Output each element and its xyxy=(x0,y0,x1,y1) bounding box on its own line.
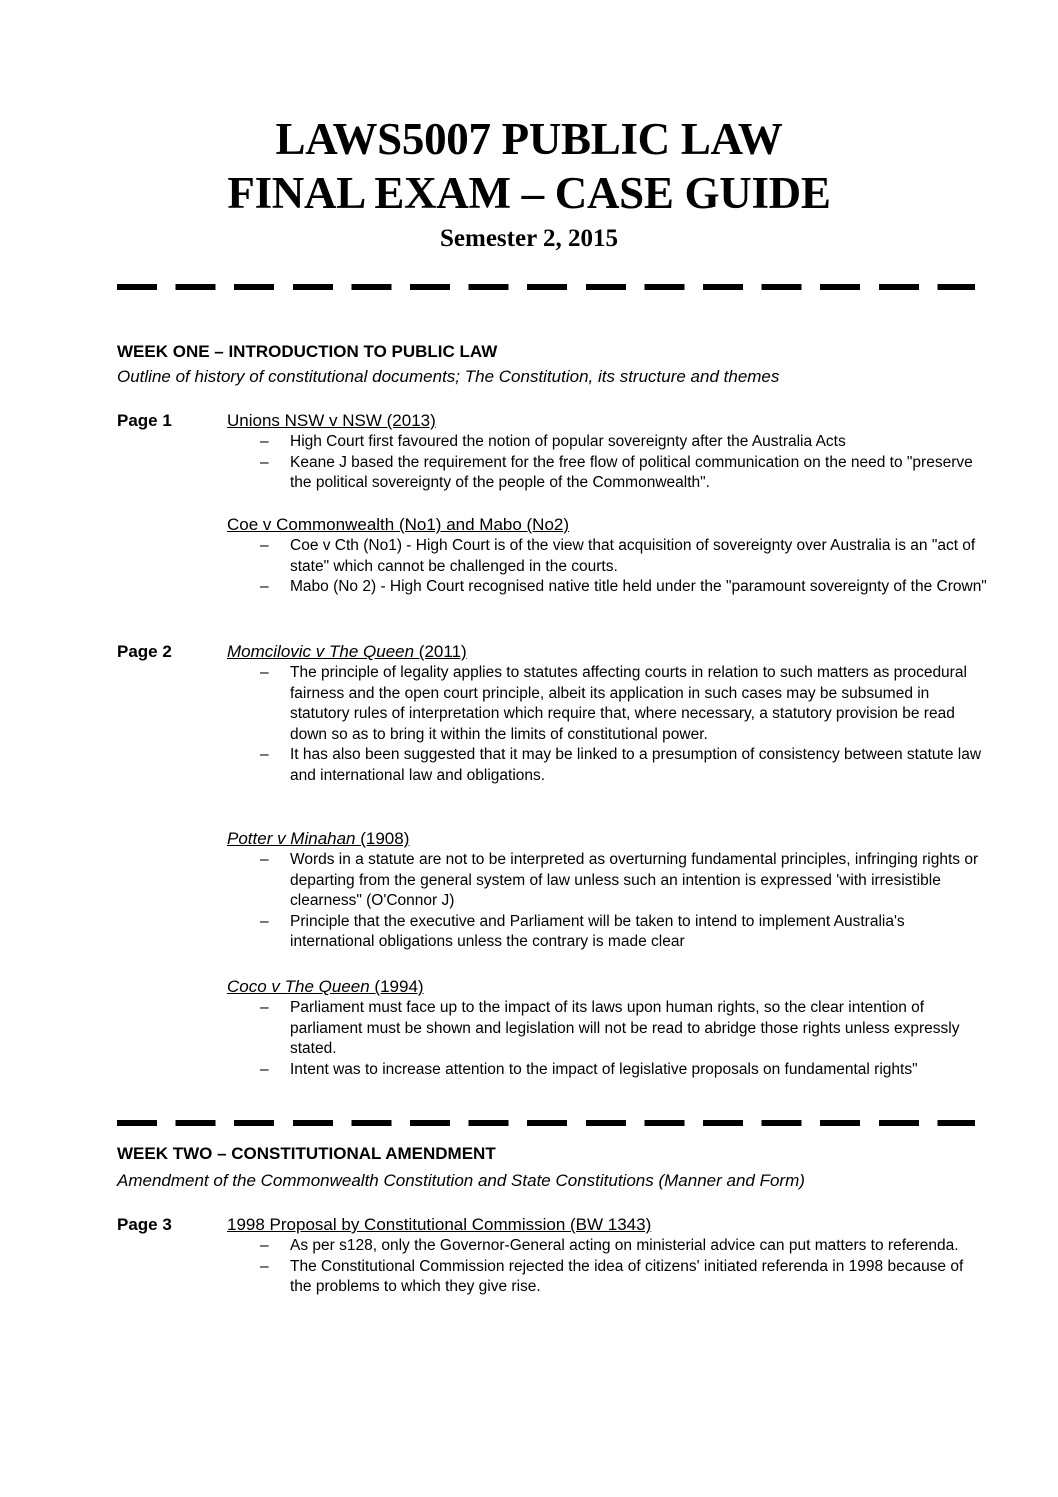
bullet-point: – Coe v Cth (No1) - High Court is of the view that acquisition of sovereignty over Australia is an "act of state" which cannot be challenged in the courts. xyxy=(227,536,987,577)
case-bullets-unions-nsw xyxy=(227,432,987,494)
dashed-divider xyxy=(117,284,975,290)
bullet-point: – The principle of legality applies to statutes affecting courts in relation to such matters as procedural fairness and the open court principle, albeit its application in such cases may be subsumed in statutory rules of interpretation which require that, where necessary, a statutory provision be read down so as to bring it within the limits of constitutional power. xyxy=(227,663,987,745)
dashed-divider xyxy=(117,1120,975,1126)
case-year: (2011) xyxy=(414,642,467,661)
case-title-coe-v-commonwealth: Coe v Commonwealth (No1) and Mabo (No2) xyxy=(227,515,570,534)
bullet-point: – Words in a statute are not to be interpreted as overturning fundamental principles, infringing rights or departing from the general system of law unless such an intention is expressed 'with irresistible clearness" (O'Connor J) xyxy=(227,850,987,912)
case-title-unions-nsw: Unions NSW v NSW (2013) xyxy=(227,411,436,430)
page-1-label: Page 1 xyxy=(117,411,172,430)
case-bullets-momcilovic xyxy=(227,663,987,786)
case-name-italic: Coco v The Queen xyxy=(227,977,370,996)
bullet-point: – Intent was to increase attention to the impact of legislative proposals on fundamental rights" xyxy=(227,1060,987,1081)
bullet-point: – The Constitutional Commission rejected the idea of citizens' initiated referenda in 1998 because of the problems to which they give rise. xyxy=(227,1257,987,1298)
case-bullets-1998-proposal xyxy=(227,1236,987,1298)
page-3-label: Page 3 xyxy=(117,1215,172,1234)
case-bullets-potter-v-minahan xyxy=(227,850,987,953)
case-title-potter-v-minahan xyxy=(227,828,409,850)
document-title-line-1: LAWS5007 PUBLIC LAW xyxy=(275,114,783,164)
page-2-label: Page 2 xyxy=(117,642,172,661)
bullet-point: – It has also been suggested that it may be linked to a presumption of consistency between statute law and international law and obligations. xyxy=(227,745,987,786)
bullet-point: – Principle that the executive and Parliament will be taken to intend to implement Australia's international obligations unless the contrary is made clear xyxy=(227,912,987,953)
case-year: (1994) xyxy=(369,977,424,996)
case-year: (1908) xyxy=(355,829,410,848)
case-name-italic: Momcilovic v The Queen xyxy=(227,642,415,661)
case-title-coco-v-the-queen xyxy=(227,976,424,998)
week-two-subheading: Amendment of the Commonwealth Constitution and State Constitutions (Manner and Form) xyxy=(117,1171,805,1190)
case-name-italic: Potter v Minahan xyxy=(227,829,356,848)
bullet-point: – High Court first favoured the notion of popular sovereignty after the Australia Acts xyxy=(227,432,987,453)
case-title-1998-proposal: 1998 Proposal by Constitutional Commission (BW 1343) xyxy=(227,1215,652,1234)
bullet-point: – Parliament must face up to the impact of its laws upon human rights, so the clear intention of parliament must be shown and legislation will not be read to abridge those rights unless expressly stated. xyxy=(227,998,987,1060)
document-subtitle: Semester 2, 2015 xyxy=(440,225,618,252)
case-bullets-coco-v-the-queen xyxy=(227,998,987,1080)
case-bullets-coe-v-commonwealth xyxy=(227,536,987,598)
week-two-heading: WEEK TWO – CONSTITUTIONAL AMENDMENT xyxy=(117,1144,496,1163)
bullet-point: – Mabo (No 2) - High Court recognised native title held under the "paramount sovereignty of the Crown" xyxy=(227,577,987,598)
bullet-point: – Keane J based the requirement for the free flow of political communication on the need to "preserve the political sovereignty of the people of the Commonwealth". xyxy=(227,453,987,494)
week-one-subheading: Outline of history of constitutional documents; The Constitution, its structure and themes xyxy=(117,367,780,386)
case-title-momcilovic xyxy=(227,641,467,663)
document-title-line-2: FINAL EXAM – CASE GUIDE xyxy=(227,168,831,218)
week-one-heading: WEEK ONE – INTRODUCTION TO PUBLIC LAW xyxy=(117,342,498,361)
bullet-point: – As per s128, only the Governor-General acting on ministerial advice can put matters to referenda. xyxy=(227,1236,987,1257)
document-title-block xyxy=(0,112,1058,256)
